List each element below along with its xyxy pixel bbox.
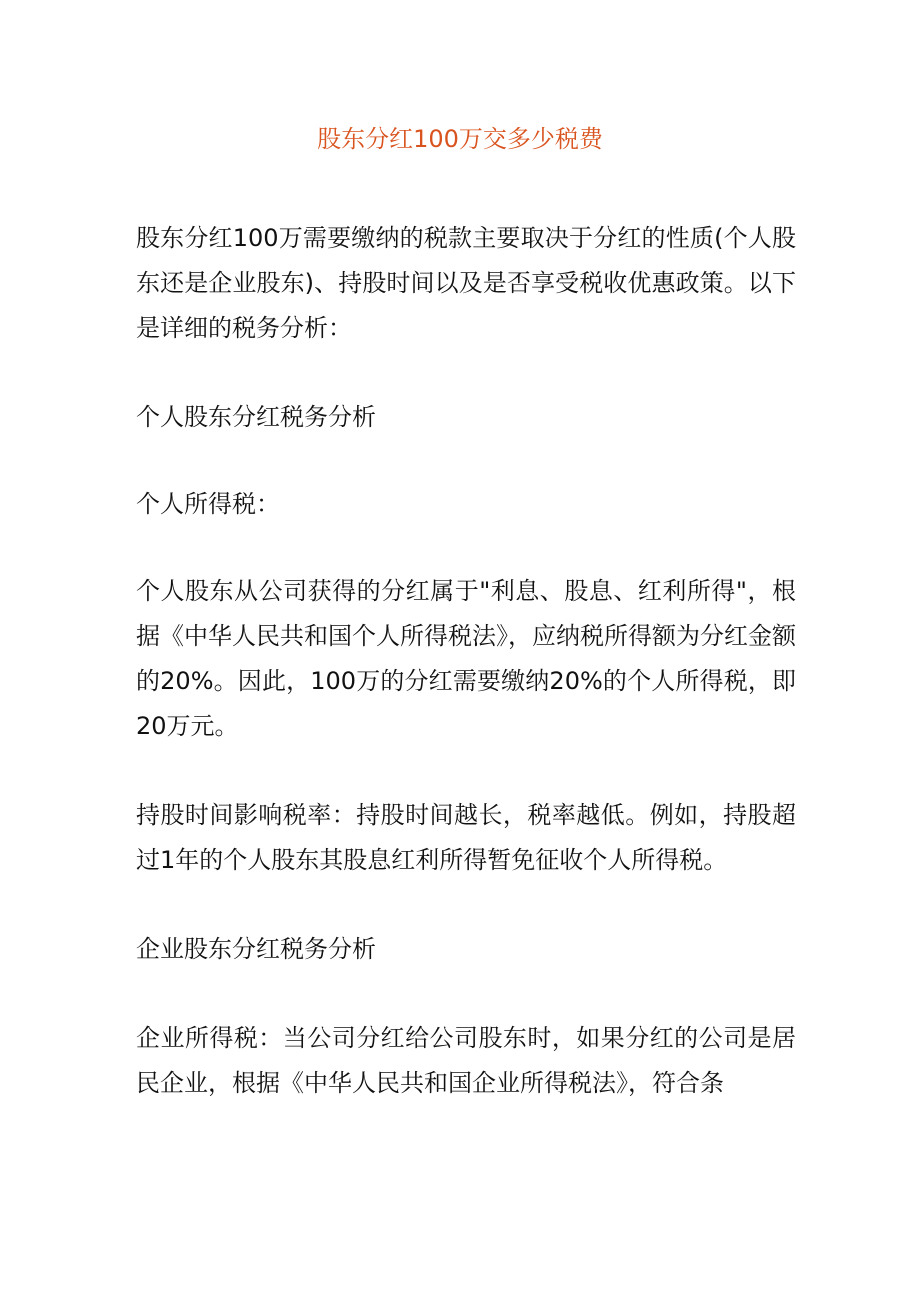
document-title: 股东分红100万交多少税费: [317, 125, 603, 153]
subheading-individual-income-tax: 个人所得税：: [136, 490, 280, 518]
holding-period-paragraph: 持股时间影响税率：持股时间越长，税率越低。例如，持股超过1年的个人股东其股息红利所得暂免征收个人所得税。: [136, 801, 796, 874]
section-heading-corporate: 企业股东分红税务分析: [136, 935, 376, 963]
corporate-tax-paragraph: 企业所得税：当公司分红给公司股东时，如果分红的公司是居民企业，根据《中华人民共和国企业所得税法》，符合条: [136, 1024, 796, 1097]
individual-tax-paragraph: 个人股东从公司获得的分红属于"利息、股息、红利所得"，根据《中华人民共和国个人所得税法》，应纳税所得额为分红金额的20%。因此，100万的分红需要缴纳20%的个人所得税，即20万元。: [136, 577, 796, 740]
section-heading-individual: 个人股东分红税务分析: [136, 403, 376, 431]
document-body: [136, 216, 796, 1106]
intro-paragraph: 股东分红100万需要缴纳的税款主要取决于分红的性质(个人股东还是企业股东)、持股时间以及是否享受税收优惠政策。以下是详细的税务分析：: [136, 224, 796, 342]
